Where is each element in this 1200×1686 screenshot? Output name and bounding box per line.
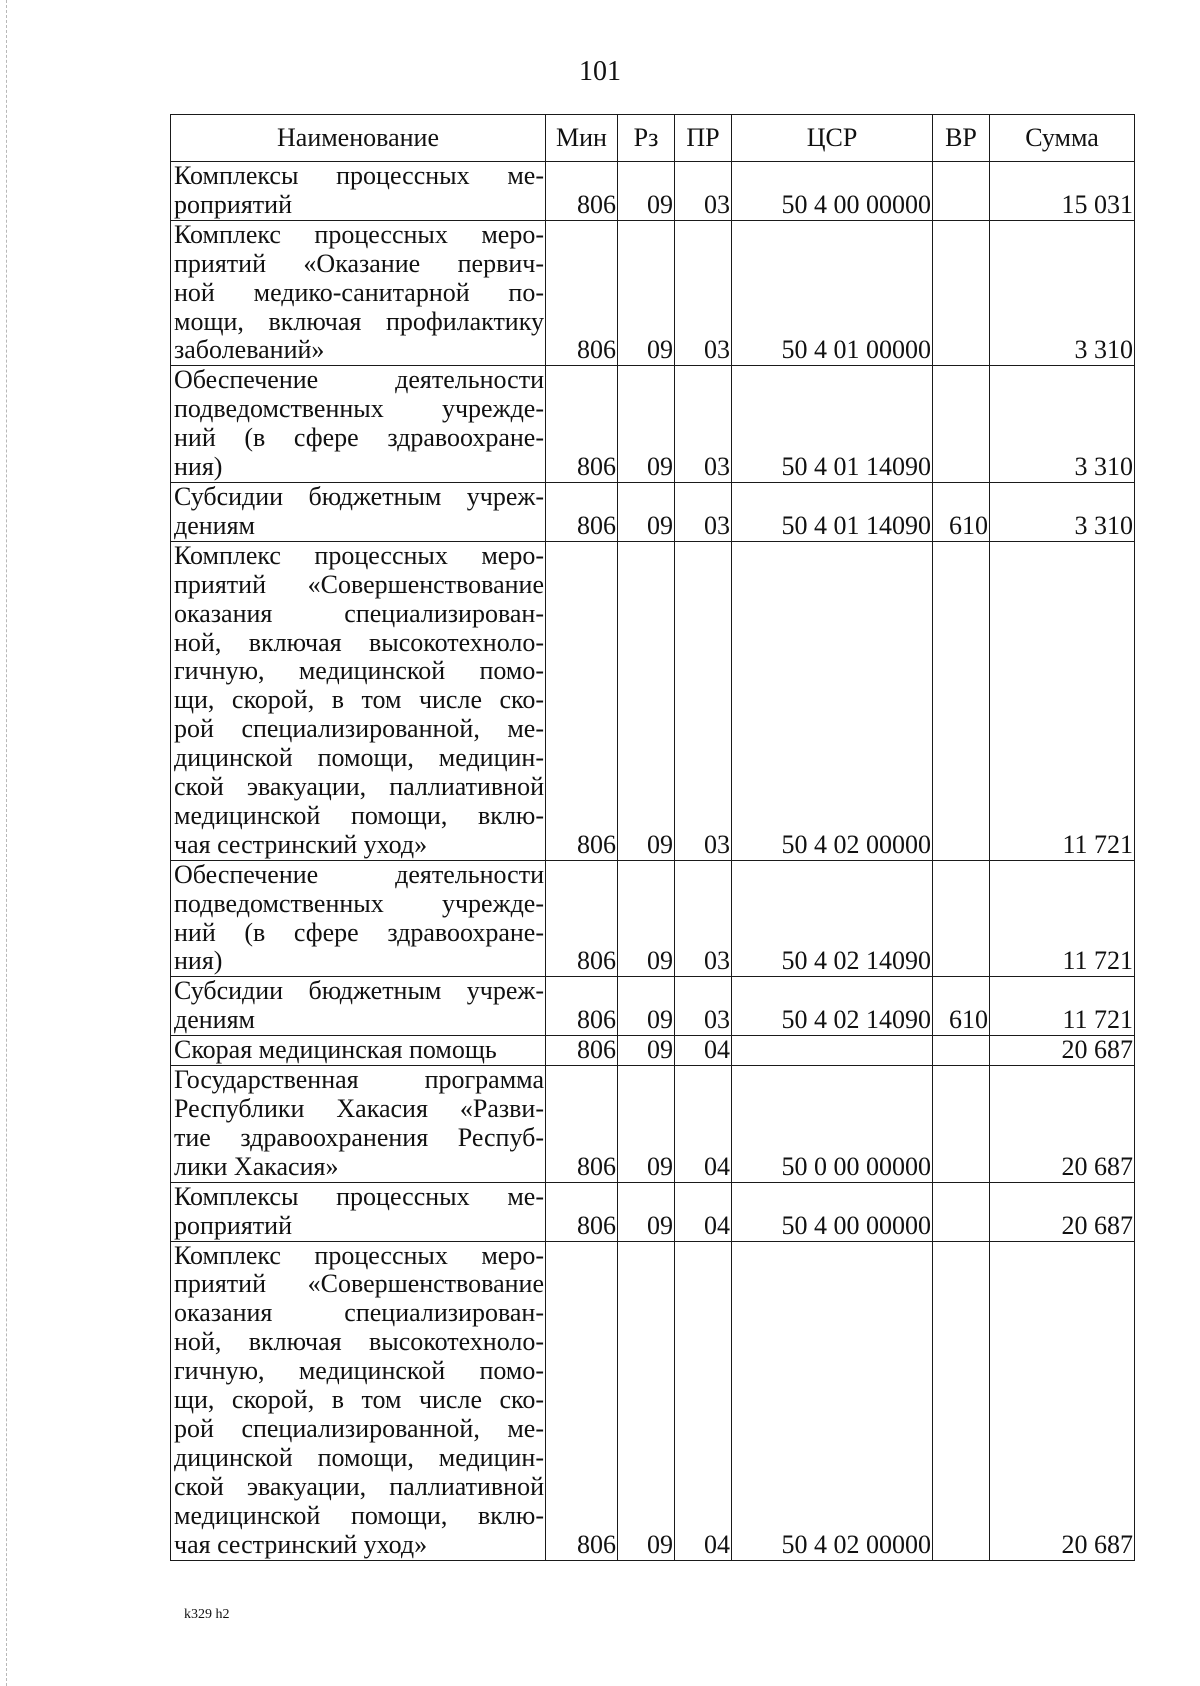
- cell-csr: 50 4 01 14090: [732, 482, 933, 541]
- table-header-row: [171, 115, 1135, 162]
- cell-name: [171, 220, 546, 366]
- cell-rz: 09: [618, 482, 675, 541]
- cell-rz: 09: [618, 1066, 675, 1183]
- table-row: [171, 1182, 1135, 1241]
- name-line: оказания специализирован-: [174, 1298, 544, 1328]
- name-line: ния): [174, 946, 223, 976]
- name-line: ной, включая высокотехноло-: [174, 1327, 544, 1357]
- name-line: гичную, медицинской помо-: [174, 656, 544, 686]
- cell-min: 806: [546, 366, 618, 483]
- table-row: [171, 162, 1135, 221]
- cell-pr: 03: [675, 977, 732, 1036]
- cell-csr: 50 0 00 00000: [732, 1066, 933, 1183]
- name-line: Субсидии бюджетным учреж-: [174, 482, 544, 511]
- header-pr: ПР: [675, 115, 732, 162]
- header-sum: Сумма: [990, 115, 1135, 162]
- cell-min: 806: [546, 1182, 618, 1241]
- table-row: [171, 482, 1135, 541]
- cell-min: 806: [546, 860, 618, 977]
- name-line: дениям: [174, 1005, 256, 1035]
- cell-name: [171, 162, 546, 221]
- cell-vr: [933, 860, 990, 977]
- name-line: Республики Хакасия «Разви-: [174, 1094, 544, 1123]
- cell-rz: 09: [618, 366, 675, 483]
- header-name: Наименование: [171, 115, 546, 162]
- cell-vr: [933, 541, 990, 860]
- name-line: Обеспечение деятельности: [174, 860, 544, 889]
- name-line: ской эвакуации, паллиативной: [174, 772, 544, 802]
- cell-vr: [933, 220, 990, 366]
- cell-pr: 03: [675, 482, 732, 541]
- cell-vr: [933, 366, 990, 483]
- name-line: ной медико-санитарной по-: [174, 277, 544, 307]
- cell-min: 806: [546, 1036, 618, 1066]
- name-line: рой специализированной, ме-: [174, 1413, 544, 1443]
- name-line: Комплексы процессных ме-: [174, 1182, 544, 1211]
- cell-min: 806: [546, 541, 618, 860]
- cell-vr: [933, 1182, 990, 1241]
- cell-vr: [933, 162, 990, 221]
- cell-csr: 50 4 02 14090: [732, 977, 933, 1036]
- cell-vr: 610: [933, 482, 990, 541]
- cell-sum: 11 721: [990, 977, 1135, 1036]
- name-line: Комплекс процессных меро-: [174, 220, 544, 249]
- name-line: ской эвакуации, паллиативной: [174, 1471, 544, 1501]
- name-line: медицинской помощи, вклю-: [174, 800, 544, 830]
- cell-vr: 610: [933, 977, 990, 1036]
- cell-sum: 20 687: [990, 1066, 1135, 1183]
- cell-sum: 3 310: [990, 220, 1135, 366]
- cell-name: [171, 1182, 546, 1241]
- header-vr: ВР: [933, 115, 990, 162]
- cell-sum: 3 310: [990, 366, 1135, 483]
- cell-name: [171, 482, 546, 541]
- table-row: [171, 860, 1135, 977]
- cell-name: [171, 977, 546, 1036]
- cell-min: 806: [546, 220, 618, 366]
- cell-sum: 11 721: [990, 860, 1135, 977]
- cell-rz: 09: [618, 1241, 675, 1560]
- name-line: Субсидии бюджетным учреж-: [174, 976, 544, 1006]
- cell-sum: 15 031: [990, 162, 1135, 221]
- name-line: гичную, медицинской помо-: [174, 1356, 544, 1386]
- name-line: лики Хакасия»: [174, 1151, 339, 1181]
- cell-name: [171, 541, 546, 860]
- header-min: Мин: [546, 115, 618, 162]
- cell-sum: 20 687: [990, 1182, 1135, 1241]
- cell-rz: 09: [618, 541, 675, 860]
- cell-pr: 03: [675, 541, 732, 860]
- page-edge-line: [6, 0, 8, 1686]
- cell-min: 806: [546, 1066, 618, 1183]
- name-line: чая сестринский уход»: [174, 829, 428, 859]
- name-line: ния): [174, 452, 223, 482]
- name-line: ний (в сфере здравоохране-: [174, 423, 544, 453]
- footer-code: k329 h2: [184, 1607, 230, 1622]
- cell-pr: 03: [675, 366, 732, 483]
- name-line: Государственная программа: [174, 1065, 544, 1095]
- cell-sum: 20 687: [990, 1241, 1135, 1560]
- cell-csr: 50 4 01 14090: [732, 366, 933, 483]
- cell-csr: 50 4 00 00000: [732, 1182, 933, 1241]
- cell-rz: 09: [618, 977, 675, 1036]
- cell-pr: 04: [675, 1182, 732, 1241]
- table-row: [171, 977, 1135, 1036]
- cell-pr: 03: [675, 220, 732, 366]
- cell-pr: 04: [675, 1036, 732, 1066]
- cell-csr: [732, 1036, 933, 1066]
- cell-vr: [933, 1241, 990, 1560]
- table-row: [171, 1036, 1135, 1066]
- cell-name: [171, 1036, 546, 1066]
- table-row: [171, 366, 1135, 483]
- cell-name: [171, 860, 546, 977]
- name-line: дицинской помощи, медицин-: [174, 743, 544, 773]
- table-row: [171, 541, 1135, 860]
- cell-vr: [933, 1066, 990, 1183]
- cell-csr: 50 4 00 00000: [732, 162, 933, 221]
- name-line: медицинской помощи, вклю-: [174, 1500, 544, 1530]
- page-number: 101: [579, 56, 621, 87]
- cell-name: [171, 1066, 546, 1183]
- cell-rz: 09: [618, 860, 675, 977]
- name-line: щи, скорой, в том числе ско-: [174, 1385, 544, 1415]
- name-line: приятий «Совершенствование: [174, 569, 544, 599]
- name-line: роприятий: [174, 1210, 292, 1240]
- name-line: приятий «Совершенствование: [174, 1269, 544, 1299]
- cell-pr: 03: [675, 162, 732, 221]
- cell-pr: 04: [675, 1066, 732, 1183]
- name-line: Комплекс процессных меро-: [174, 541, 544, 570]
- cell-rz: 09: [618, 1036, 675, 1066]
- cell-csr: 50 4 02 00000: [732, 541, 933, 860]
- budget-table: [170, 114, 1135, 1561]
- cell-rz: 09: [618, 1182, 675, 1241]
- table-row: [171, 1241, 1135, 1560]
- table-row: [171, 1066, 1135, 1183]
- name-line: ний (в сфере здравоохране-: [174, 917, 544, 947]
- cell-csr: 50 4 02 14090: [732, 860, 933, 977]
- cell-min: 806: [546, 162, 618, 221]
- cell-name: [171, 366, 546, 483]
- name-line: дицинской помощи, медицин-: [174, 1442, 544, 1472]
- name-line: щи, скорой, в том числе ско-: [174, 685, 544, 715]
- cell-sum: 11 721: [990, 541, 1135, 860]
- name-line: оказания специализирован-: [174, 598, 544, 628]
- cell-csr: 50 4 02 00000: [732, 1241, 933, 1560]
- cell-min: 806: [546, 482, 618, 541]
- cell-csr: 50 4 01 00000: [732, 220, 933, 366]
- table-row: [171, 220, 1135, 366]
- name-line: Комплекс процессных меро-: [174, 1241, 544, 1270]
- name-line: дениям: [174, 510, 256, 540]
- name-line: ной, включая высокотехноло-: [174, 627, 544, 657]
- cell-rz: 09: [618, 220, 675, 366]
- name-line: подведомственных учрежде-: [174, 394, 544, 424]
- cell-rz: 09: [618, 162, 675, 221]
- name-line: чая сестринский уход»: [174, 1529, 428, 1559]
- cell-min: 806: [546, 1241, 618, 1560]
- name-line: Обеспечение деятельности: [174, 365, 544, 395]
- header-rz: Рз: [618, 115, 675, 162]
- cell-name: [171, 1241, 546, 1560]
- cell-sum: 3 310: [990, 482, 1135, 541]
- name-line: Скорая медицинская помощь: [174, 1035, 497, 1065]
- name-line: приятий «Оказание первич-: [174, 248, 544, 278]
- name-line: подведомственных учрежде-: [174, 888, 544, 918]
- name-line: рой специализированной, ме-: [174, 714, 544, 744]
- cell-vr: [933, 1036, 990, 1066]
- header-csr: ЦСР: [732, 115, 933, 162]
- name-line: заболеваний»: [174, 335, 325, 365]
- table-body: [171, 162, 1135, 1561]
- name-line: роприятий: [174, 189, 292, 219]
- name-line: тие здравоохранения Респуб-: [174, 1122, 544, 1152]
- cell-sum: 20 687: [990, 1036, 1135, 1066]
- name-line: Комплексы процессных ме-: [174, 161, 544, 190]
- cell-min: 806: [546, 977, 618, 1036]
- name-line: мощи, включая профилактику: [174, 306, 544, 336]
- cell-pr: 03: [675, 860, 732, 977]
- cell-pr: 04: [675, 1241, 732, 1560]
